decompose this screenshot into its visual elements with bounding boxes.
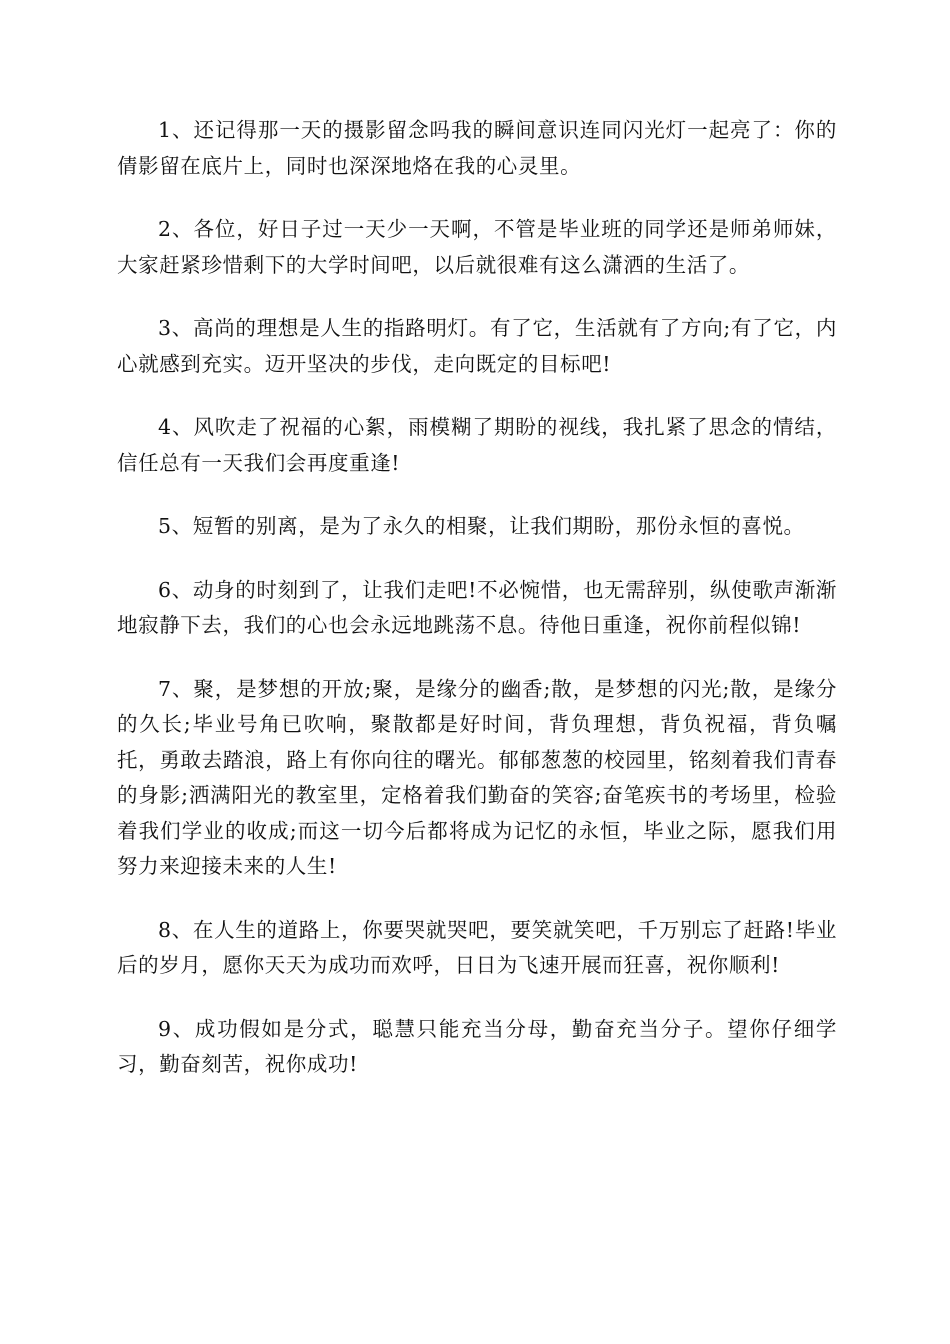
paragraph-1: 1、还记得那一天的摄影留念吗我的瞬间意识连同闪光灯一起亮了：你的倩影留在底片上，同时也深深地烙在我的心灵里。	[117, 118, 837, 178]
paragraph-8: 8、在人生的道路上，你要哭就哭吧，要笑就笑吧，千万别忘了赶路!毕业后的岁月，愿你天天为成功而欢呼，日日为飞速开展而狂喜，祝你顺利!	[117, 917, 837, 977]
paragraph-3: 3、高尚的理想是人生的指路明灯。有了它，生活就有了方向;有了它，内心就感到充实。迈开坚决的步伐，走向既定的目标吧!	[117, 316, 837, 376]
paragraph-4: 4、风吹走了祝福的心絮，雨模糊了期盼的视线，我扎紧了思念的情结，信任总有一天我们会再度重逢!	[117, 415, 837, 475]
paragraph-2: 2、各位，好日子过一天少一天啊，不管是毕业班的同学还是师弟师妹，大家赶紧珍惜剩下的大学时间吧，以后就很难有这么潇洒的生活了。	[117, 217, 837, 277]
paragraph-6: 6、动身的时刻到了，让我们走吧!不必惋惜，也无需辞别，纵使歌声渐渐地寂静下去，我们的心也会永远地跳荡不息。待他日重逢，祝你前程似锦!	[117, 577, 837, 637]
paragraph-7: 7、聚，是梦想的开放;聚，是缘分的幽香;散，是梦想的闪光;散，是缘分的久长;毕业号角已吹响，聚散都是好时间，背负理想，背负祝福，背负嘱托，勇敢去踏浪，路上有你向往的曙光。郁郁葱葱的校园里，铭刻着我们青春的身影;洒满阳光的教室里，定格着我们勤奋的笑容;奋笔疾书的考场里，检验着我们学业的收成;而这一切今后都将成为记忆的永恒，毕业之际，愿我们用努力来迎接未来的人生!	[117, 676, 837, 878]
paragraph-9: 9、成功假如是分式，聪慧只能充当分母，勤奋充当分子。望你仔细学习，勤奋刻苦，祝你成功!	[117, 1016, 837, 1076]
paragraph-5: 5、短暂的别离，是为了永久的相聚，让我们期盼，那份永恒的喜悦。	[158, 514, 805, 538]
document-body	[117, 113, 837, 1111]
